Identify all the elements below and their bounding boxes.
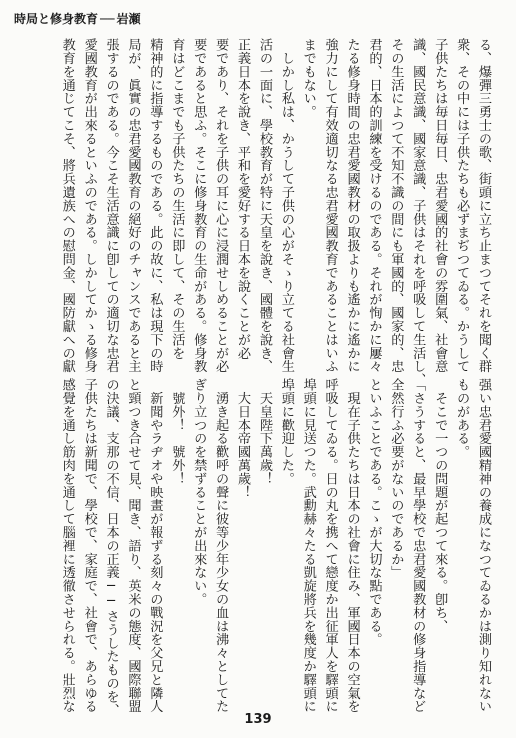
text-line: その生活によつて不知不識の間にも軍國的、國家的、忠 (388, 38, 404, 373)
text-block-lower (0, 378, 494, 717)
text-line: 要であると思ふ。そこに修身教育の生命がある。修身教 (191, 38, 207, 373)
text-line: 現在子供たちは日本の社會に住み、軍國日本の空氣を (344, 378, 360, 713)
text-line: 愛國教育が出來るといふのである。しかしてかゝる修身 (81, 38, 97, 373)
text-line: といふことである。こゝが大切な點である。 (366, 378, 382, 646)
text-line: 子供たちは新聞で、學校で、家庭で、社會で、あらゆる (81, 378, 97, 713)
text-line: の決議、支那の不信、日本の正義──さうしたものを、 (103, 378, 119, 717)
text-line: 子供たちは毎日毎日、忠君愛國的社會の雰圍氣、社會意 (432, 38, 448, 373)
text-line: 衆、その中には子供たちも必ずまぢつてゐる。かうして (454, 38, 470, 373)
text-line: 要であり、それを子供の耳に心に浸潤せしめることが必 (213, 38, 229, 373)
text-line: 全然行ふ必要がないのであるか」 (388, 378, 404, 579)
text-line: 局が、眞實の忠君愛國教育の絕好のチャンスであると主 (125, 38, 141, 373)
running-head (14, 10, 140, 27)
text-block-upper (0, 38, 494, 387)
text-line: 湧き起る歡呼の聲に彼等少年少女の血は沸々としてた (213, 378, 229, 713)
text-line: 育はどこまでも子供たちの生活に即して、その生活を (169, 38, 185, 360)
text-line: 君的、日本的訓練を受けるのである。それが恂かに屢々 (366, 38, 382, 373)
text-line: 埠頭に歡迎した。 (278, 378, 294, 486)
text-line: しかし私は、かうして子供の心がそゝり立てる社會生 (278, 38, 294, 373)
text-line: 「さうすると、最早學校で忠君愛國教材の修身指導など (410, 378, 426, 713)
text-line: までもない。 (300, 38, 316, 119)
text-line: 精神的に指導するものである。此の故に、私は現下の時 (147, 38, 163, 373)
text-line: たる修身時間の忠君愛國教材の取扱よりも遙かに遙かに (344, 38, 360, 373)
text-line: る、爆彈三勇士の歌、街頭に立ち止まつてそれを聞く群 (476, 38, 491, 373)
text-line: ぎり立つのを禁ずることが出來ない。 (191, 378, 207, 606)
text-line: 號外！ 號外！ (169, 378, 185, 486)
text-line: そこで一つの問題が起つて來る。卽ち、 (432, 378, 448, 633)
text-line: 天皇陛下萬歲！ (256, 378, 272, 486)
running-head-author: 岩瀬 (116, 12, 141, 26)
text-line: と頸つき合せて見、聞き、語り、英米の態度、國際聯盟 (125, 378, 141, 713)
text-line: 張するのである。今こそ生活意識に卽しての適切な忠君 (103, 38, 119, 373)
text-line: 強力にして有效適切なる忠君愛國教育であることはいふ (322, 38, 338, 373)
text-line: 識、國民意識、國家意識、子供はそれを呼吸して生活し、 (410, 38, 426, 387)
text-line: 感覺を通し筋肉を通して腦裡に透徹させられる。壯烈な (59, 378, 75, 713)
text-line: 正義日本を說き、平和を愛好する日本を說くことが必 (235, 38, 251, 360)
text-line: 新聞やラヂオや映畫が報ずる刻々の戰況を父兄と隣人 (147, 378, 163, 713)
text-line: 强い忠君愛國精神の養成になつてゐるかは測り知れない (476, 378, 491, 713)
text-line: 教育を通じてこそ、將兵遺族への慰問金、國防獻への獻 (59, 38, 75, 373)
text-line: 呼吸してゐる。日の丸を携へて戀度か出征軍人を驛頭に (322, 378, 338, 713)
running-head-separator: ── (100, 12, 115, 26)
text-line: 活の一面に、學校教育が特に天皇を說き、國體を說き、 (256, 38, 272, 373)
text-line: ものがある。 (454, 378, 470, 459)
text-line: 埠頭に見送つた。武勳赫々たる凱旋將兵を幾度か驛頭に (300, 378, 316, 713)
text-line: 大日本帝國萬歲！ (235, 378, 251, 499)
page-number: 139 (244, 712, 272, 727)
running-head-title: 時局と修身教育 (14, 12, 99, 26)
